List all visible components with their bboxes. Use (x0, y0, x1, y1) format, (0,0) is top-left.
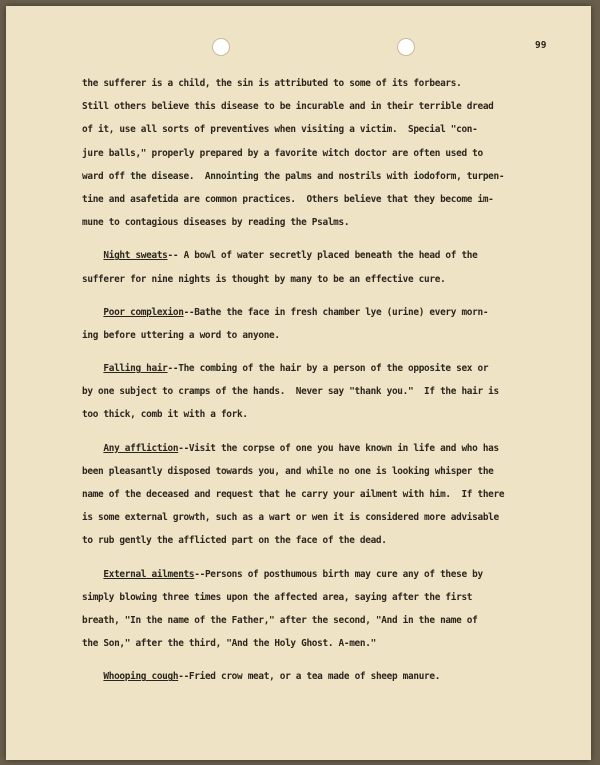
text-line: simply blowing three times upon the affected area, saying after the first (82, 591, 473, 603)
remedy-heading: Any affliction (103, 442, 179, 454)
text-line (82, 244, 552, 267)
paragraph-any-affliction (82, 437, 552, 553)
remedy-heading: Poor complexion (103, 306, 184, 318)
remedy-text: -- A bowl of water secretly placed beneath the head of the (167, 250, 478, 262)
remedy-text: --Fried crow meat, or a tea made of sheep manure. (178, 671, 441, 683)
paragraph-falling-hair (82, 357, 552, 427)
paragraph-external-ailments (82, 563, 552, 656)
text-line (82, 437, 552, 460)
body-text (82, 72, 552, 689)
remedy-heading: Whooping cough (103, 671, 179, 683)
text-line: the sufferer is a child, the sin is attributed to some of its forbears. (82, 78, 462, 89)
text-line: is some external growth, such as a wart or wen it is considered more advisable (82, 512, 499, 524)
text-line (82, 665, 552, 688)
remedy-text: --The combing of the hair by a person of the opposite sex or (167, 363, 489, 375)
text-line: tine and asafetida are common practices. Others believe that they become im- (82, 193, 494, 205)
text-line: of it, use all sorts of preventives when visiting a victim. Special "con- (82, 124, 478, 136)
text-line: ward off the disease. Annointing the palms and nostrils with iodoform, turpen- (82, 170, 505, 182)
remedy-heading: External ailments (103, 568, 195, 580)
paragraph-continuation (82, 72, 552, 234)
text-line: to rub gently the afflicted part on the face of the dead. (82, 535, 387, 547)
remedy-heading: Night sweats (103, 250, 168, 262)
text-line: ing before uttering a word to anyone. (82, 329, 280, 341)
text-line (82, 563, 552, 586)
remedy-text: --Persons of posthumous birth may cure any of these by (194, 568, 483, 580)
punch-hole-right (397, 38, 415, 56)
remedy-heading: Falling hair (103, 363, 168, 375)
text-line (82, 301, 552, 324)
text-line: breath, "In the name of the Father," after the second, "And in the name of (82, 614, 478, 626)
text-line: mune to contagious diseases by reading the Psalms. (82, 217, 350, 229)
text-line (82, 357, 552, 380)
text-line: the Son," after the third, "And the Holy Ghost. A-men." (82, 638, 376, 650)
text-line: jure balls," properly prepared by a favorite witch doctor are often used to (82, 147, 483, 159)
text-line: Still others believe this disease to be incurable and in their terrible dread (82, 101, 494, 113)
document-page (6, 6, 591, 760)
text-line: sufferer for nine nights is thought by many to be an effective cure. (82, 273, 446, 285)
text-line: too thick, comb it with a fork. (82, 409, 248, 421)
paragraph-poor-complexion (82, 301, 552, 347)
page-number: 99 (535, 40, 547, 51)
punch-hole-left (212, 38, 230, 56)
text-line: by one subject to cramps of the hands. Never say "thank you." If the hair is (82, 386, 499, 398)
text-line: been pleasantly disposed towards you, and while no one is looking whisper the (82, 465, 494, 477)
remedy-text: --Bathe the face in fresh chamber lye (urine) every morn- (183, 306, 489, 318)
paragraph-whooping-cough (82, 665, 552, 688)
text-line: name of the deceased and request that he carry your ailment with him. If there (82, 489, 505, 500)
remedy-text: --Visit the corpse of one you have known in life and who has (178, 442, 499, 454)
paragraph-night-sweats (82, 244, 552, 290)
